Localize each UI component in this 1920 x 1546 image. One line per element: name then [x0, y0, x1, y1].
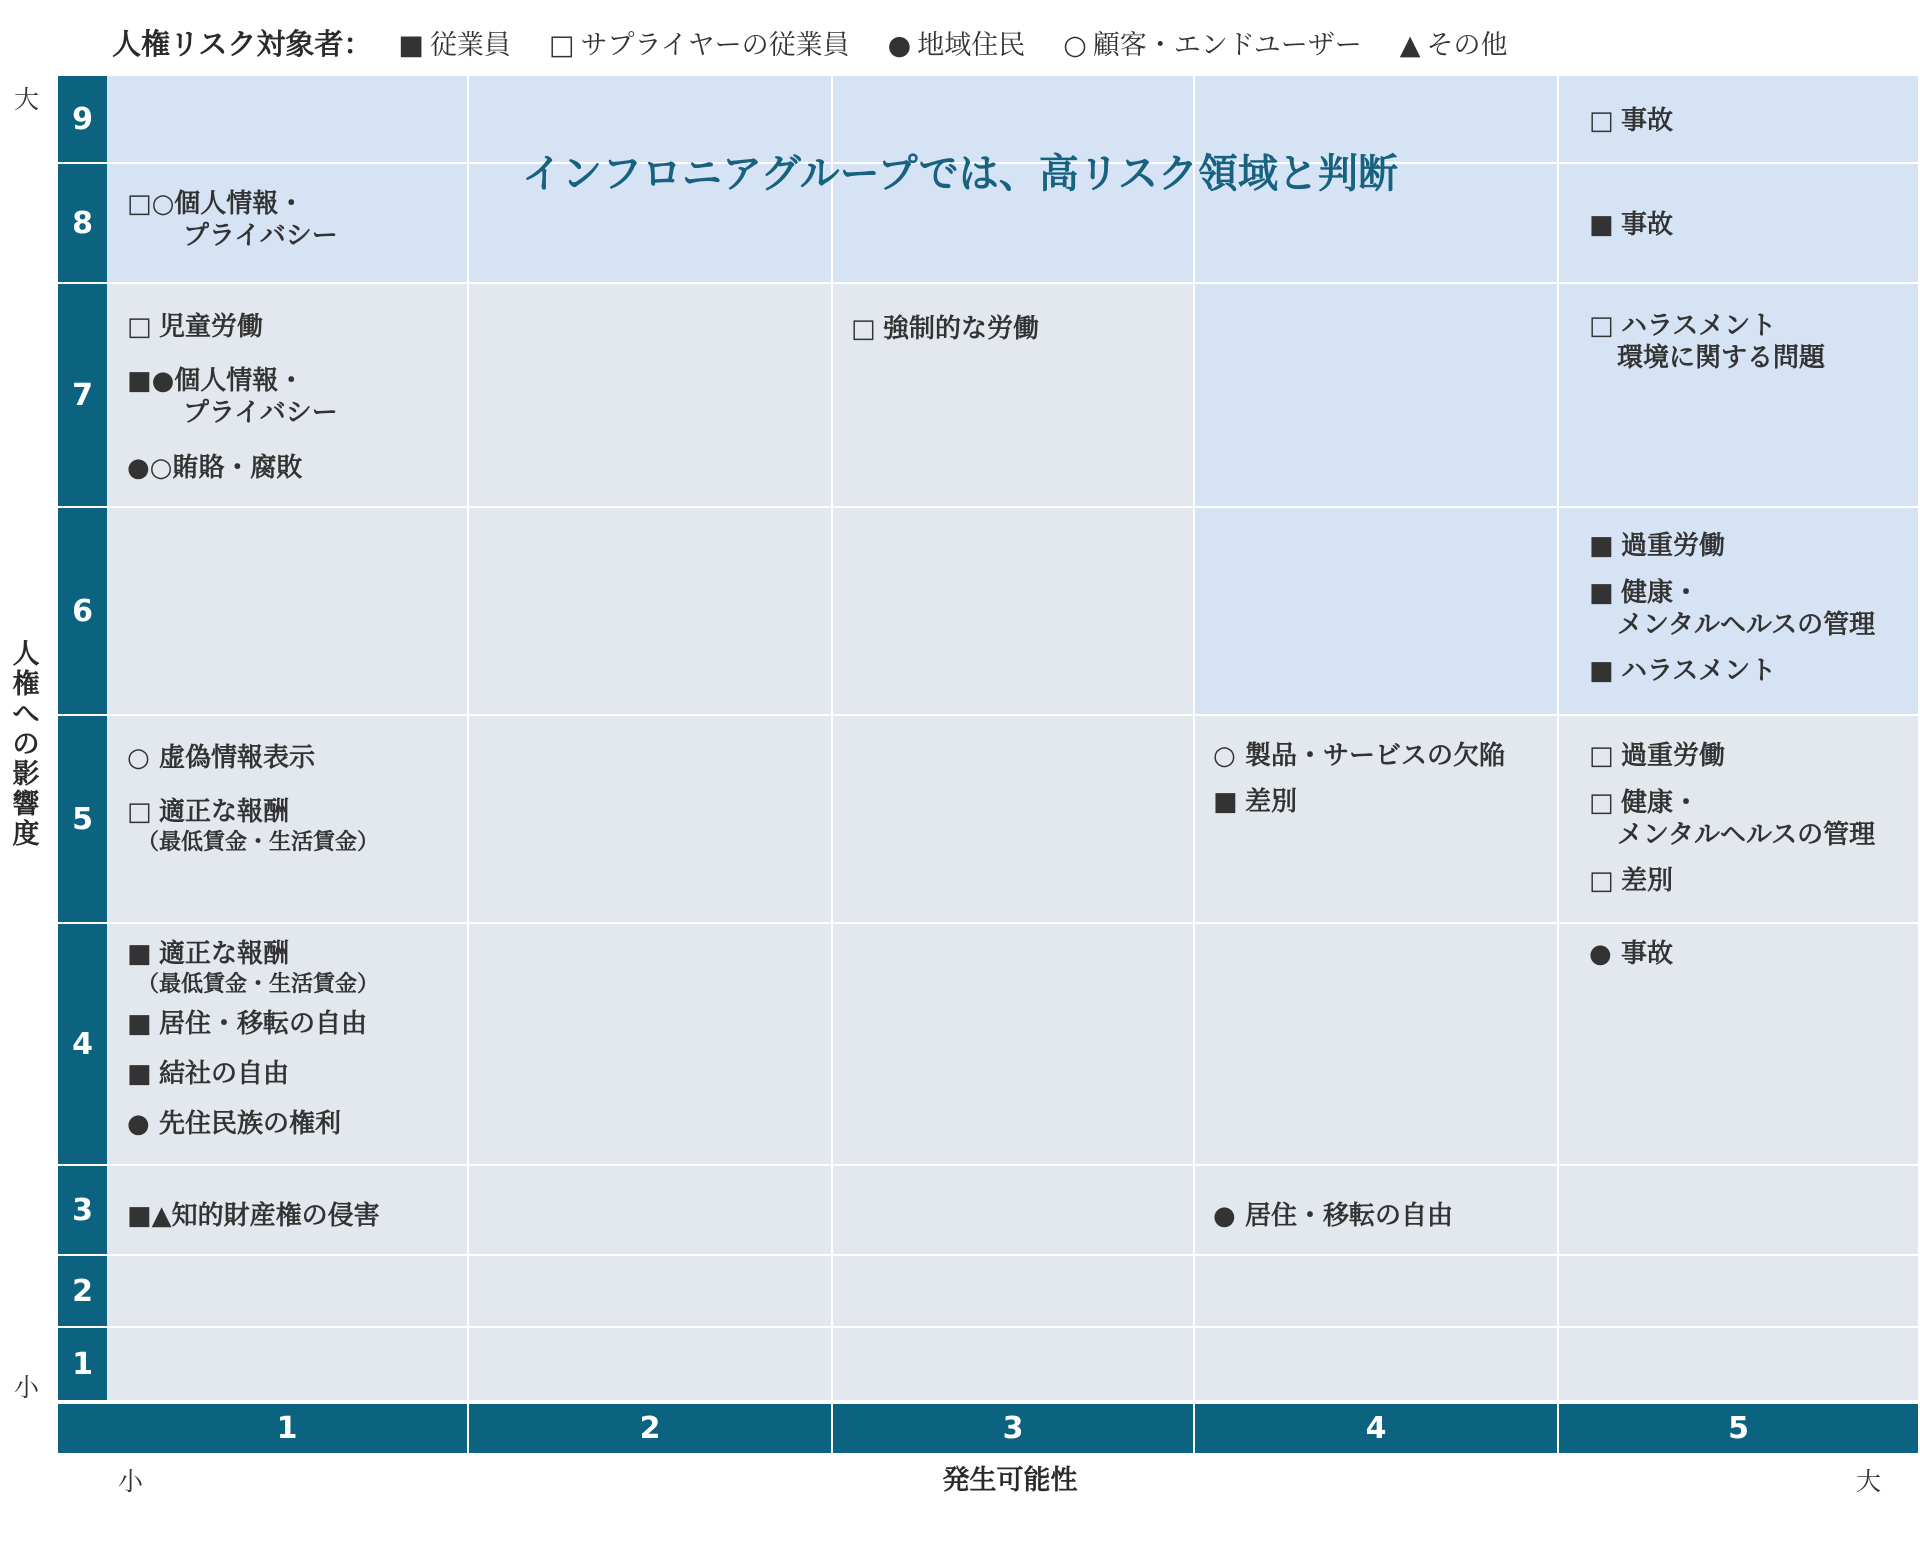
risk-symbol-icon: □: [1589, 741, 1614, 771]
matrix-cell: [833, 1328, 1195, 1402]
matrix-cell: [469, 924, 833, 1166]
risk-label: 知的財産権の侵害: [171, 1201, 380, 1231]
axis-corner: [58, 1404, 107, 1453]
risk-label: メンタルヘルスの管理: [1617, 610, 1876, 640]
risk-label: 個人情報・: [174, 189, 305, 219]
x-axis-low-label: 小: [118, 1467, 144, 1496]
matrix-cell: [1195, 508, 1559, 716]
risk-label: 結社の自由: [159, 1059, 290, 1089]
matrix-cell: [833, 1166, 1195, 1256]
risk-sublabel: （最低賃金・生活賃金）: [137, 830, 380, 855]
risk-label: 環境に関する問題: [1617, 343, 1826, 373]
matrix-cell: [107, 508, 469, 716]
legend-title: 人権リスク対象者：: [112, 26, 373, 61]
risk-symbol-icon: ●: [1213, 1201, 1236, 1231]
risk-item: [1589, 655, 1776, 687]
y-tick-label: 6: [58, 508, 107, 716]
x-tick-label: 1: [107, 1404, 469, 1453]
y-tick-label: 1: [58, 1328, 107, 1402]
risk-symbol-icon: □: [1589, 311, 1614, 341]
risk-label: プライバシー: [183, 398, 338, 428]
outline-square-icon: □: [548, 29, 575, 61]
legend-label: 地域住民: [917, 29, 1026, 61]
matrix-cell: [1195, 284, 1559, 508]
risk-symbol-icon: □: [127, 312, 152, 342]
risk-symbol-icon: ■: [127, 1059, 152, 1089]
risk-label: 事故: [1621, 939, 1674, 969]
outline-circle-icon: ○: [1063, 29, 1087, 61]
risk-symbol-icon: □: [1589, 788, 1614, 818]
risk-label: 強制的な労働: [883, 314, 1040, 344]
high-risk-note: インフロニアグループでは、高リスク領域と判断: [522, 151, 1398, 197]
risk-item: [1213, 740, 1505, 772]
risk-label: プライバシー: [183, 221, 338, 251]
risk-label: 製品・サービスの欠陥: [1245, 741, 1506, 771]
y-tick-label: 4: [58, 924, 107, 1166]
risk-label: 賄賂・腐敗: [172, 453, 303, 483]
risk-symbol-icon: ■●: [127, 366, 175, 396]
risk-symbol-icon: □: [127, 797, 152, 827]
risk-label: 虚偽情報表示: [159, 743, 316, 773]
risk-label: 健康・: [1621, 788, 1700, 818]
risk-item: [1589, 865, 1673, 897]
matrix-cell: [469, 716, 833, 924]
risk-label: 差別: [1245, 787, 1298, 817]
filled-circle-icon: ●: [887, 29, 912, 61]
risk-symbol-icon: ■: [1589, 210, 1614, 240]
risk-item: [127, 1108, 341, 1140]
risk-symbol-icon: ■: [127, 1009, 152, 1039]
risk-item: [1589, 938, 1673, 970]
filled-square-icon: ■: [398, 29, 424, 61]
risk-symbol-icon: ●: [1589, 939, 1612, 969]
risk-symbol-icon: ■: [1213, 787, 1238, 817]
matrix-cell: [107, 1256, 469, 1328]
risk-label: 先住民族の権利: [159, 1109, 342, 1139]
risk-item: [127, 1058, 289, 1090]
matrix-cell: [469, 284, 833, 508]
risk-label: 健康・: [1621, 578, 1700, 608]
risk-item: [1589, 577, 1875, 641]
y-tick-label: 2: [58, 1256, 107, 1328]
risk-label: 適正な報酬: [159, 797, 290, 827]
matrix-cell: [1559, 1166, 1920, 1256]
risk-item: [851, 313, 1039, 345]
risk-item: [127, 1200, 380, 1232]
matrix-cell: [469, 1328, 833, 1402]
risk-label: 居住・移転の自由: [1245, 1201, 1454, 1231]
y-tick-label: 9: [58, 76, 107, 164]
risk-item: [127, 452, 302, 484]
risk-label: 個人情報・: [174, 366, 305, 396]
risk-label: 適正な報酬: [159, 939, 290, 969]
risk-label: 事故: [1621, 210, 1674, 240]
matrix-cell: [469, 1166, 833, 1256]
risk-item: [1213, 786, 1297, 818]
y-axis-title: 人権への影響度: [12, 639, 40, 850]
risk-label: 居住・移転の自由: [159, 1009, 368, 1039]
y-axis-high-label: 大: [14, 85, 40, 114]
risk-item: [1589, 310, 1825, 374]
risk-label: 過重労働: [1621, 531, 1726, 561]
risk-symbol-icon: ○: [127, 743, 150, 773]
x-tick-label: 3: [833, 1404, 1195, 1453]
risk-item: [127, 938, 379, 1000]
matrix-cell: [833, 1256, 1195, 1328]
matrix-cell: [1195, 1328, 1559, 1402]
y-axis-low-label: 小: [14, 1373, 40, 1402]
matrix-cell: [1559, 1328, 1920, 1402]
risk-symbol-icon: ●: [127, 1109, 150, 1139]
y-tick-label: 3: [58, 1166, 107, 1256]
x-tick-label: 2: [469, 1404, 833, 1453]
matrix-cell: [469, 508, 833, 716]
y-tick-label: 7: [58, 284, 107, 508]
risk-label: 過重労働: [1621, 741, 1726, 771]
x-tick-label: 4: [1195, 1404, 1559, 1453]
risk-symbol-icon: □: [1589, 106, 1614, 136]
matrix-cell: [1195, 1256, 1559, 1328]
risk-item: [127, 1008, 367, 1040]
risk-label: 児童労働: [159, 312, 264, 342]
risk-symbol-icon: ■: [127, 939, 152, 969]
risk-item: [127, 796, 379, 858]
triangle-icon: ▲: [1399, 29, 1421, 61]
legend-label: その他: [1426, 29, 1508, 61]
risk-symbol-icon: ■: [1589, 531, 1614, 561]
risk-item: [127, 188, 338, 252]
risk-sublabel: （最低賃金・生活賃金）: [137, 972, 380, 997]
legend-label: 顧客・エンドユーザー: [1092, 29, 1362, 61]
risk-item: [127, 742, 315, 774]
x-tick-label: 5: [1559, 1404, 1920, 1453]
matrix-cell: [107, 76, 469, 164]
risk-symbol-icon: ■: [1589, 656, 1614, 686]
risk-item: [1589, 740, 1725, 772]
matrix-cell: [833, 716, 1195, 924]
risk-label: メンタルヘルスの管理: [1617, 820, 1876, 850]
risk-item: [1589, 105, 1673, 137]
risk-item: [127, 365, 338, 429]
matrix-cell: [1195, 924, 1559, 1166]
risk-label: 事故: [1621, 106, 1674, 136]
risk-symbol-icon: ■▲: [127, 1201, 172, 1231]
risk-item: [1589, 530, 1725, 562]
risk-symbol-icon: ■: [1589, 578, 1614, 608]
risk-label: ハラスメント: [1621, 311, 1777, 341]
risk-item: [127, 311, 263, 343]
legend-label: サプライヤーの従業員: [580, 29, 850, 61]
matrix-cell: [833, 508, 1195, 716]
risk-item: [1589, 209, 1673, 241]
risk-label: ハラスメント: [1621, 656, 1777, 686]
x-axis-title: 発生可能性: [942, 1465, 1078, 1496]
x-axis-high-label: 大: [1856, 1467, 1882, 1496]
legend-label: 従業員: [429, 29, 511, 61]
risk-symbol-icon: □: [1589, 866, 1614, 896]
y-tick-label: 8: [58, 164, 107, 284]
y-tick-label: 5: [58, 716, 107, 924]
risk-symbol-icon: □○: [127, 189, 175, 219]
risk-label: 差別: [1621, 866, 1674, 896]
risk-symbol-icon: ○: [1213, 741, 1236, 771]
matrix-cell: [833, 924, 1195, 1166]
matrix-cell: [1559, 1256, 1920, 1328]
matrix-cell: [469, 1256, 833, 1328]
risk-symbol-icon: ●○: [127, 453, 173, 483]
risk-item: [1213, 1200, 1453, 1232]
risk-symbol-icon: □: [851, 314, 876, 344]
risk-item: [1589, 787, 1875, 851]
matrix-cell: [107, 1328, 469, 1402]
